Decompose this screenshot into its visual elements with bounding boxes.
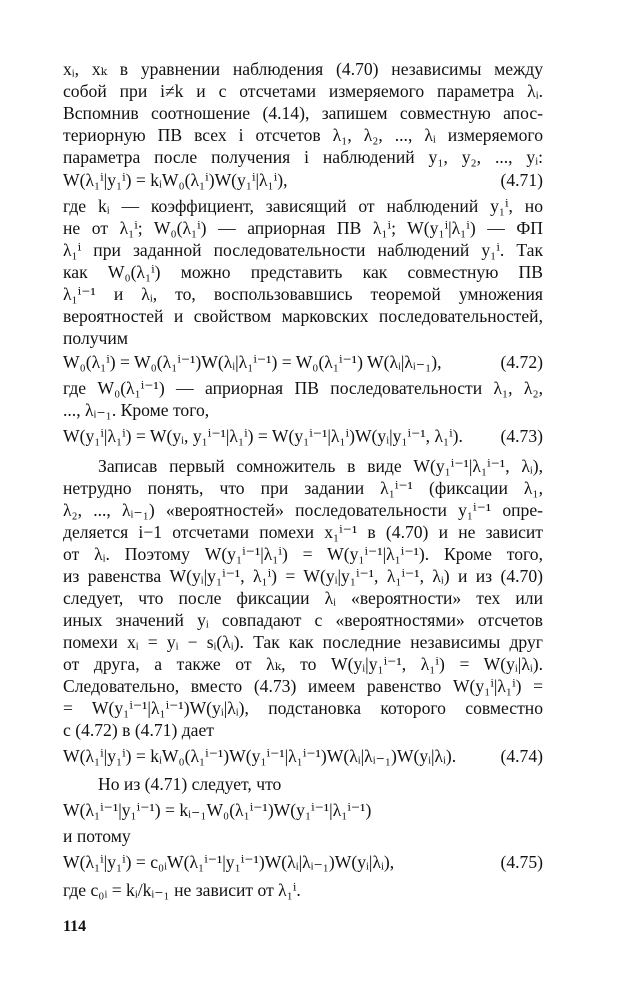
- equation-number: (4.73): [500, 426, 543, 446]
- text-line: где kᵢ — коэффициент, зависящий от наблюдений y₁ⁱ, но: [63, 196, 543, 216]
- text-line: Вспомнив соотношение (4.14), запишем совместную апос-: [63, 103, 543, 123]
- text-line: не от λ₁ⁱ; W₀(λ₁ⁱ) — априорная ПВ λ₁ⁱ; W(y₁ⁱ|λ₁ⁱ) — ФП: [63, 218, 543, 238]
- text-line: как W₀(λ₁ⁱ) можно представить как совместную ПВ: [63, 262, 543, 282]
- text-line: где W₀(λ₁ⁱ⁻¹) — априорная ПВ последовательности λ₁, λ₂,: [63, 378, 543, 398]
- equation-number: (4.74): [500, 746, 543, 766]
- text-line: иных значений yᵢ совпадают с «вероятностями» отсчетов: [63, 610, 543, 630]
- text-line: λ₂, ..., λᵢ₋₁) «вероятностей» последовательности y₁ⁱ⁻¹ опре-: [63, 500, 543, 520]
- equation-formula: W(λ₁ⁱ|y₁ⁱ) = c₀ᵢW(λ₁ⁱ⁻¹|y₁ⁱ⁻¹)W(λᵢ|λᵢ₋₁)W(yᵢ|λᵢ),: [63, 852, 395, 872]
- text-line: получим: [63, 328, 128, 348]
- equation-formula: W(y₁ⁱ|λ₁ⁱ) = W(yᵢ, y₁ⁱ⁻¹|λ₁ⁱ) = W(y₁ⁱ⁻¹|λ₁ⁱ)W(yᵢ|y₁ⁱ⁻¹, λ₁ⁱ).: [63, 426, 463, 446]
- text-line: λ₁ⁱ при заданной последовательности наблюдений y₁ⁱ. Так: [63, 240, 543, 260]
- text-line: где c₀ᵢ = kᵢ/kᵢ₋₁ не зависит от λ₁ⁱ.: [63, 880, 301, 900]
- text-line: λ₁ⁱ⁻¹ и λᵢ, то, воспользовавшись теоремой умножения: [63, 284, 543, 304]
- text-line: от λᵢ. Поэтому W(y₁ⁱ⁻¹|λ₁ⁱ) = W(y₁ⁱ⁻¹|λ₁ⁱ⁻¹). Кроме того,: [63, 544, 543, 564]
- text-line: ..., λᵢ₋₁. Кроме того,: [63, 400, 210, 420]
- text-line: вероятностей и свойством марковских последовательностей,: [63, 306, 543, 326]
- equation-number: (4.72): [500, 352, 543, 372]
- equation-formula: W(λ₁ⁱ⁻¹|y₁ⁱ⁻¹) = kᵢ₋₁W₀(λ₁ⁱ⁻¹)W(y₁ⁱ⁻¹|λ₁ⁱ⁻¹): [63, 800, 372, 820]
- text-line: = W(y₁ⁱ⁻¹|λ₁ⁱ⁻¹)W(yᵢ|λᵢ), подстановка которого совместно: [63, 698, 543, 718]
- text-line: териорную ПВ всех i отсчетов λ₁, λ₂, ..., λᵢ измеряемого: [63, 125, 543, 145]
- text-line: параметра после получения i наблюдений y₁, y₂, ..., yᵢ:: [63, 147, 543, 167]
- equation-formula: W(λ₁ⁱ|y₁ⁱ) = kᵢW₀(λ₁ⁱ⁻¹)W(y₁ⁱ⁻¹|λ₁ⁱ⁻¹)W(λᵢ|λᵢ₋₁)W(yᵢ|λᵢ).: [63, 746, 457, 766]
- page-number: 114: [63, 918, 87, 935]
- text-line: собой при i≠k и с отсчетами измеряемого параметра λᵢ.: [63, 81, 543, 101]
- text-line: деляется i−1 отсчетами помехи x₁ⁱ⁻¹ в (4.70) и не зависит: [63, 522, 543, 542]
- text-line: помехи xᵢ = yᵢ − sᵢ(λᵢ). Так как последние независимы друг: [63, 632, 543, 652]
- text-line: из равенства W(yᵢ|y₁ⁱ⁻¹, λ₁ⁱ) = W(yᵢ|y₁ⁱ⁻¹, λ₁ⁱ⁻¹, λᵢ) и из (4.70): [63, 566, 543, 586]
- equation-formula: W(λ₁ⁱ|y₁ⁱ) = kᵢW₀(λ₁ⁱ)W(y₁ⁱ|λ₁ⁱ),: [63, 170, 288, 190]
- equation-formula: W₀(λ₁ⁱ) = W₀(λ₁ⁱ⁻¹)W(λᵢ|λ₁ⁱ⁻¹) = W₀(λ₁ⁱ⁻¹) W(λᵢ|λᵢ₋₁),: [63, 352, 442, 372]
- equation-number: (4.75): [500, 852, 543, 872]
- text-line: Следовательно, вместо (4.73) имеем равенство W(y₁ⁱ|λ₁ⁱ) =: [63, 676, 543, 696]
- paragraph-first-line: Записав первый сомножитель в виде W(y₁ⁱ⁻¹|λ₁ⁱ⁻¹, λᵢ),: [98, 456, 543, 476]
- text-line: следует, что после фиксации λᵢ «вероятности» тех или: [63, 588, 543, 608]
- text-line: от друга, а также от λₖ, то W(yᵢ|y₁ⁱ⁻¹, λ₁ⁱ) = W(yᵢ|λᵢ).: [63, 654, 543, 674]
- text-line: нетрудно понять, что при задании λ₁ⁱ⁻¹ (фиксации λ₁,: [63, 478, 543, 498]
- paragraph-first-line: Но из (4.71) следует, что: [98, 774, 282, 794]
- text-line: и потому: [63, 826, 131, 846]
- text-line: с (4.72) в (4.71) дает: [63, 720, 214, 740]
- equation-number: (4.71): [500, 170, 543, 190]
- text-line: xᵢ, xₖ в уравнении наблюдения (4.70) независимы между: [63, 59, 543, 79]
